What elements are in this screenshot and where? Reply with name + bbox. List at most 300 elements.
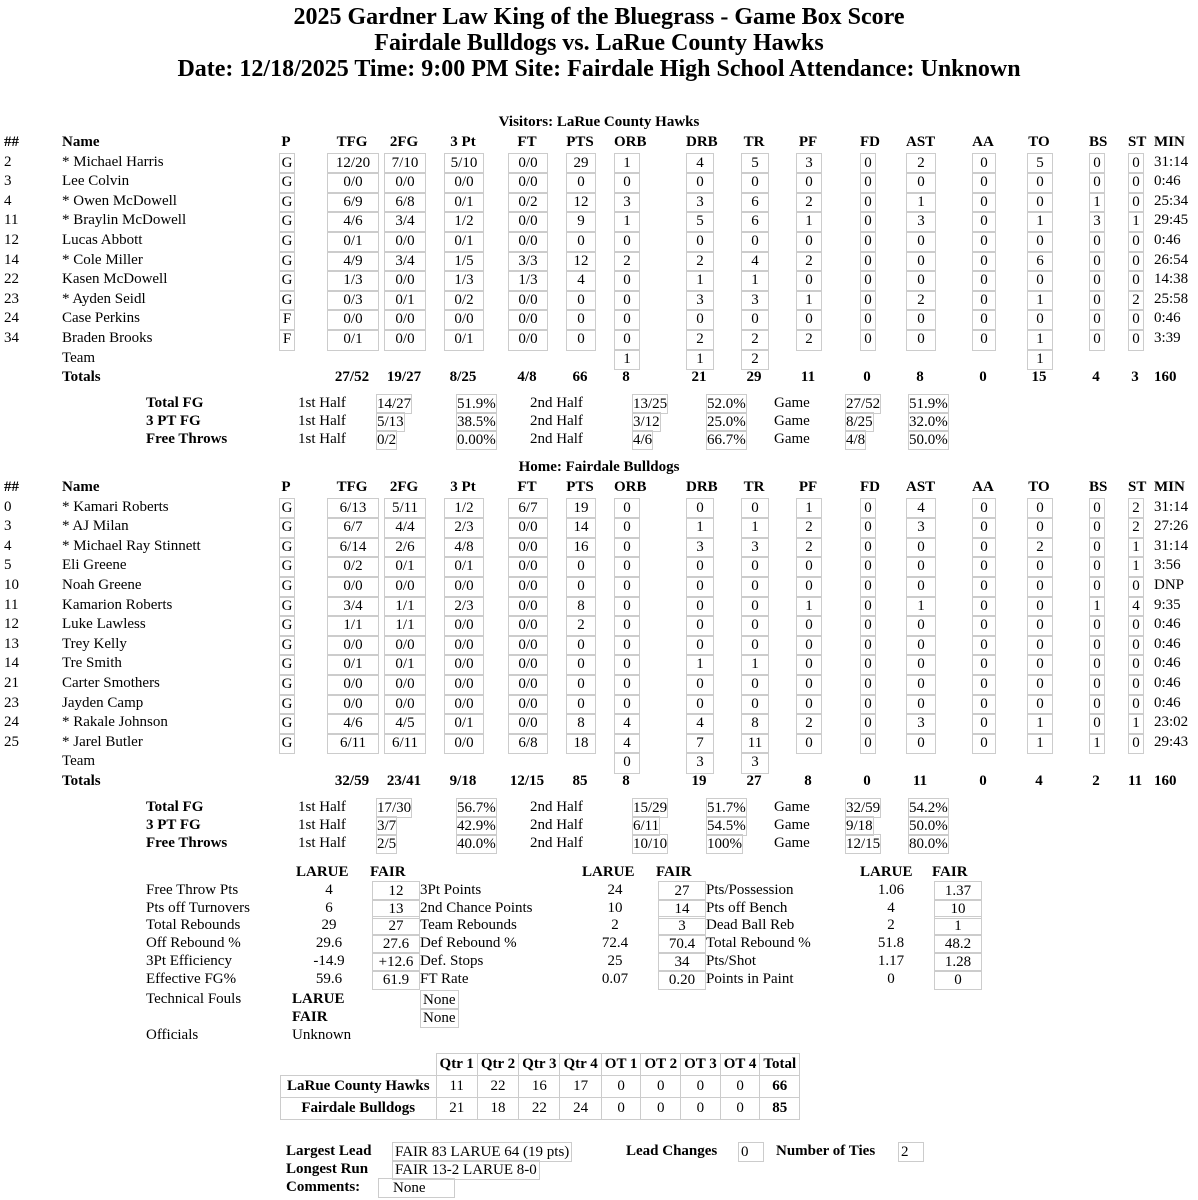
stat-drb: 5 xyxy=(686,211,714,233)
stat-name: * Kamari Roberts xyxy=(62,498,169,515)
stat-min: 0:46 xyxy=(1154,655,1181,672)
stat-2fg: 0/0 xyxy=(384,674,426,696)
stat-ast: 0 xyxy=(906,537,936,559)
stat-ft: 0/0 xyxy=(508,556,548,578)
stat-to: 1 xyxy=(1027,290,1053,312)
stat-ast: 1 xyxy=(906,596,936,618)
stat-st: 0 xyxy=(1128,654,1144,676)
team-stats-column-header: FAIR xyxy=(932,864,968,880)
stat-3pt: 1/3 xyxy=(444,270,484,292)
team-stat-value: 1.06 xyxy=(877,882,905,898)
split-value: 1st Half xyxy=(298,835,346,851)
stat-bs: BS xyxy=(1089,134,1108,150)
stat-bs: 0 xyxy=(1089,153,1105,175)
stat-pf: 1 xyxy=(796,211,822,233)
stat-drb: 0 xyxy=(686,615,714,637)
technical-team-a: LARUE xyxy=(292,991,345,1007)
stat-pf: 2 xyxy=(796,329,822,351)
stat-tr: 1 xyxy=(741,517,769,539)
quarter-score: 22 xyxy=(477,1076,518,1098)
quarter-header: OT 3 xyxy=(681,1054,721,1076)
stat-ast: AST xyxy=(906,479,936,495)
home-player-row xyxy=(0,694,1198,714)
stat-pf: 0 xyxy=(796,309,822,331)
stat-ast: 2 xyxy=(906,153,936,175)
stat-ft: 6/7 xyxy=(508,498,548,520)
team-stat-value: 1 xyxy=(934,916,982,936)
stat-tr: 0 xyxy=(741,498,769,520)
team-stat-value: 29.6 xyxy=(315,935,343,952)
stat-fd: 0 xyxy=(860,251,876,273)
split-value: 1st Half xyxy=(298,817,346,833)
stat-pf: 2 xyxy=(796,251,822,273)
stat-tfg: 4/6 xyxy=(327,211,379,233)
stat-pts: 2 xyxy=(566,615,596,637)
stat-drb: 7 xyxy=(686,733,714,755)
stat-ft: 0/0 xyxy=(508,153,548,175)
stat-ast: 0 xyxy=(906,635,936,657)
stat-tfg: 12/20 xyxy=(327,153,379,175)
stat-aa: 0 xyxy=(972,517,996,539)
quarter-score: 16 xyxy=(519,1076,560,1098)
stat-aa: 0 xyxy=(972,192,996,214)
stat-ft: 0/0 xyxy=(508,674,548,696)
stat-tfg: 6/11 xyxy=(327,733,379,755)
stat-aa: 0 xyxy=(972,615,996,637)
stat-orb: 0 xyxy=(614,537,640,559)
split-value: 0/2 xyxy=(377,432,397,448)
stat-pf: 2 xyxy=(796,537,822,559)
stat-st: 0 xyxy=(1128,153,1144,175)
stat-p: F xyxy=(279,329,295,351)
stat-ft: 0/0 xyxy=(508,309,548,331)
stat-name: Braden Brooks xyxy=(62,330,153,346)
stat-pf: 0 xyxy=(796,674,822,696)
stat-to: 0 xyxy=(1027,596,1053,618)
stat-tr: 6 xyxy=(741,211,769,233)
split-value: 52.0% xyxy=(707,396,746,412)
stat-to: 0 xyxy=(1027,635,1053,657)
stat-drb: 0 xyxy=(686,172,714,194)
stat-tfg: 32/59 xyxy=(334,773,370,789)
stat-min: DNP xyxy=(1154,577,1185,593)
stat-fd: 0 xyxy=(863,369,871,386)
split-value: Game xyxy=(774,395,810,411)
team-stat-value: 2 xyxy=(887,917,895,934)
stat-pts: 9 xyxy=(566,211,596,233)
visitors-player-row xyxy=(0,270,1198,290)
stat-tfg: 0/3 xyxy=(327,290,379,312)
stat-2fg: 0/0 xyxy=(384,329,426,351)
stat-pts: 0 xyxy=(566,694,596,716)
stat-name: * AJ Milan xyxy=(62,518,129,535)
team-stat-label: 2nd Chance Points xyxy=(420,899,533,916)
team-stat-label: Total Rebound % xyxy=(706,935,811,952)
player-number: 11 xyxy=(4,212,19,229)
split-value: 9/18 xyxy=(846,818,873,834)
stat-3pt: 0/0 xyxy=(444,172,484,194)
stat-pf: 2 xyxy=(796,713,822,735)
stat-pf: 0 xyxy=(796,231,822,253)
stat-pf: 0 xyxy=(796,270,822,292)
team-stat-label: Pts off Turnovers xyxy=(146,899,250,916)
home-column-headers xyxy=(0,478,1198,498)
stat-to: 2 xyxy=(1027,537,1053,559)
stat-bs: 4 xyxy=(1092,369,1100,386)
player-number: 4 xyxy=(4,192,12,209)
team-stat-value: 48.2 xyxy=(934,934,982,954)
stat-tfg: 0/0 xyxy=(327,674,379,696)
stat-to: 0 xyxy=(1027,270,1053,292)
stat-drb: 0 xyxy=(686,231,714,253)
stat-2fg: 4/4 xyxy=(384,517,426,539)
officials-label: Officials xyxy=(146,1027,199,1043)
stat-to: 0 xyxy=(1027,192,1053,214)
stat-tfg: TFG xyxy=(336,479,368,495)
home-player-row xyxy=(0,674,1198,694)
stat-tfg: 0/2 xyxy=(327,556,379,578)
stat-st: 0 xyxy=(1128,615,1144,637)
stat-name: * Michael Ray Stinnett xyxy=(62,537,201,554)
stat-st: 1 xyxy=(1128,211,1144,233)
stat-name: Jayden Camp xyxy=(62,694,144,711)
lead-changes-value: 0 xyxy=(738,1142,764,1162)
stat-tr: 3 xyxy=(741,752,769,774)
stat-name: Tre Smith xyxy=(62,655,122,672)
stat-fd: 0 xyxy=(860,694,876,716)
stat-2fg: 3/4 xyxy=(384,211,426,233)
quarter-score: 17 xyxy=(560,1076,601,1098)
stat-name: Name xyxy=(62,134,100,150)
stat-tr: 3 xyxy=(741,537,769,559)
split-value: 32/59 xyxy=(846,800,881,816)
split-value: 12/15 xyxy=(846,836,881,852)
player-number: 22 xyxy=(4,271,19,288)
stat-2fg: 5/11 xyxy=(384,498,426,520)
team-stat-label: Free Throw Pts xyxy=(146,882,239,898)
quarter-score: 0 xyxy=(681,1098,721,1120)
stat-pts: 0 xyxy=(566,674,596,696)
quarter-score: 0 xyxy=(641,1098,681,1120)
team-stat-label: 3Pt Efficiency xyxy=(146,952,232,969)
stat-orb: 0 xyxy=(614,615,640,637)
stat-pts: 12 xyxy=(566,251,596,273)
stat-st: 0 xyxy=(1128,674,1144,696)
stat-orb: 2 xyxy=(614,251,640,273)
stat-st: 0 xyxy=(1128,192,1144,214)
stat-min: 0:46 xyxy=(1154,635,1181,652)
stat-fd: 0 xyxy=(860,231,876,253)
quarter-header: OT 2 xyxy=(641,1054,681,1076)
stat-3pt: 0/1 xyxy=(444,329,484,351)
technical-team-b: FAIR xyxy=(292,1009,328,1025)
stat-pf: 2 xyxy=(796,517,822,539)
visitors-player-row xyxy=(0,329,1198,349)
stat-pf: 3 xyxy=(796,153,822,175)
stat-fd: 0 xyxy=(860,309,876,331)
stat-pf: 0 xyxy=(796,556,822,578)
stat-ft: FT xyxy=(517,134,537,150)
player-number: 5 xyxy=(4,557,12,574)
stat-min: 31:14 xyxy=(1154,498,1189,515)
stat-2fg: 2FG xyxy=(389,479,419,495)
stat-tfg: 0/0 xyxy=(327,172,379,194)
stat-ft: 0/0 xyxy=(508,576,548,598)
stat-name: * Ayden Seidl xyxy=(62,290,146,307)
stat-fd: 0 xyxy=(860,674,876,696)
stat-name: * Rakale Johnson xyxy=(62,714,168,731)
stat-min: 29:43 xyxy=(1154,733,1189,750)
quarter-team-name: LaRue County Hawks xyxy=(281,1076,437,1098)
split-value: 4/8 xyxy=(846,432,866,448)
stat-ft: 0/0 xyxy=(508,654,548,676)
team-stat-value: 0 xyxy=(887,970,895,987)
stat-tr: 0 xyxy=(741,556,769,578)
longest-run-value: FAIR 13-2 LARUE 8-0 xyxy=(392,1160,540,1180)
stat-fd: FD xyxy=(860,134,880,150)
stat-ast: 0 xyxy=(906,694,936,716)
team-stat-value: 25 xyxy=(607,952,623,969)
stat-bs: 0 xyxy=(1089,654,1105,676)
stat-2fg: 7/10 xyxy=(384,153,426,175)
stat-st: 0 xyxy=(1128,635,1144,657)
quarter-score: 85 xyxy=(760,1098,800,1120)
stat-to: 1 xyxy=(1027,211,1053,233)
comments-value: None xyxy=(378,1178,455,1198)
split-value: 0.00% xyxy=(457,432,496,448)
stat-p: G xyxy=(279,517,295,539)
player-number: 2 xyxy=(4,153,12,170)
stat-pf: PF xyxy=(798,479,818,495)
team-stat-value: 14 xyxy=(658,899,706,919)
stat-ft: 0/0 xyxy=(508,329,548,351)
stat-ast: 0 xyxy=(906,733,936,755)
stat-min: 3:56 xyxy=(1154,557,1181,574)
split-value: 2nd Half xyxy=(530,817,583,833)
split-value: 2nd Half xyxy=(530,835,583,851)
stat-bs: 0 xyxy=(1089,694,1105,716)
team-stat-label: Pts/Possession xyxy=(706,882,794,898)
stat-tfg: 6/14 xyxy=(327,537,379,559)
stat-orb: 0 xyxy=(614,556,640,578)
split-label: Total FG xyxy=(146,395,204,411)
split-value: 51.9% xyxy=(457,396,496,412)
visitors-player-row xyxy=(0,290,1198,310)
stat-drb: 0 xyxy=(686,596,714,618)
stat-bs: 1 xyxy=(1089,192,1105,214)
stat-3pt: 0/0 xyxy=(444,674,484,696)
stat-bs: 1 xyxy=(1089,596,1105,618)
stat-2fg: 0/0 xyxy=(384,576,426,598)
stat-3pt: 0/0 xyxy=(444,615,484,637)
stat-to: 15 xyxy=(1031,369,1047,386)
stat-pf: PF xyxy=(798,134,818,150)
stat-min: MIN xyxy=(1154,479,1185,495)
stat-to: TO xyxy=(1028,134,1050,150)
team-stat-label: Total Rebounds xyxy=(146,917,241,934)
player-number: 11 xyxy=(4,596,19,613)
team-stat-value: 61.9 xyxy=(372,970,420,990)
split-label: Total FG xyxy=(146,799,204,815)
quarter-scores-table xyxy=(280,1053,800,1120)
split-value: 54.2% xyxy=(909,800,948,816)
split-label: Free Throws xyxy=(146,835,228,851)
stat-orb: 0 xyxy=(614,172,640,194)
stat-aa: 0 xyxy=(972,576,996,598)
stat-tr: 0 xyxy=(741,576,769,598)
stat-min: 0:46 xyxy=(1154,675,1181,691)
visitors-team-row xyxy=(0,349,1198,369)
stat-drb: 1 xyxy=(686,270,714,292)
team-stat-value: 34 xyxy=(658,952,706,972)
stat-3pt: 9/18 xyxy=(449,773,477,789)
team-stat-value: 6 xyxy=(325,899,333,916)
stat-orb: 0 xyxy=(614,576,640,598)
split-value: 42.9% xyxy=(457,818,496,834)
stat-pf: 11 xyxy=(800,369,816,386)
stat-tfg: 1/3 xyxy=(327,270,379,292)
stat-ft: 0/0 xyxy=(508,211,548,233)
visitors-totals-row xyxy=(0,368,1198,388)
longest-run-label: Longest Run xyxy=(286,1161,369,1177)
stat-bs: 0 xyxy=(1089,615,1105,637)
stat-to: 1 xyxy=(1027,329,1053,351)
quarter-header-row xyxy=(281,1054,800,1076)
stat-3pt: 0/0 xyxy=(444,309,484,331)
stat-to: TO xyxy=(1028,479,1050,495)
stat-to: 1 xyxy=(1027,349,1053,371)
stat-tfg: 0/0 xyxy=(327,635,379,657)
stat-p: P xyxy=(281,479,291,495)
team-stats-column-header: LARUE xyxy=(296,864,349,880)
split-value: Game xyxy=(774,413,810,429)
stat-st: 0 xyxy=(1128,309,1144,331)
stat-p: P xyxy=(281,134,291,150)
stat-ast: 0 xyxy=(906,654,936,676)
stat-pts: 0 xyxy=(566,576,596,598)
stat-name: Team xyxy=(62,349,96,366)
stat-orb: 8 xyxy=(622,773,630,789)
stat-name: Totals xyxy=(62,369,101,386)
stat-to: 0 xyxy=(1027,556,1053,578)
stat-3pt: 0/0 xyxy=(444,694,484,716)
stat-min: 9:35 xyxy=(1154,596,1181,613)
stat-to: 0 xyxy=(1027,517,1053,539)
player-number: 3 xyxy=(4,518,12,535)
player-number: 21 xyxy=(4,675,19,691)
stat-orb: 0 xyxy=(614,674,640,696)
player-number: ## xyxy=(4,134,19,150)
stat-3pt: 2/3 xyxy=(444,596,484,618)
stat-p: G xyxy=(279,713,295,735)
stat-3pt: 0/0 xyxy=(444,635,484,657)
stat-name: Totals xyxy=(62,773,101,789)
home-player-row xyxy=(0,596,1198,616)
stat-min: 0:46 xyxy=(1154,232,1181,248)
home-player-row xyxy=(0,654,1198,674)
quarter-header: Qtr 1 xyxy=(436,1054,477,1076)
largest-lead-value: FAIR 83 LARUE 64 (19 pts) xyxy=(392,1142,572,1162)
stat-drb: 3 xyxy=(686,290,714,312)
stat-pts: 0 xyxy=(566,654,596,676)
stat-min: 31:14 xyxy=(1154,537,1189,554)
player-number: 14 xyxy=(4,655,19,672)
split-value: 1st Half xyxy=(298,395,346,411)
split-value: Game xyxy=(774,817,810,833)
stat-aa: 0 xyxy=(972,290,996,312)
home-header: Home: Fairdale Bulldogs xyxy=(518,459,680,475)
team-stat-value: 0 xyxy=(934,970,982,990)
stat-pf: 0 xyxy=(796,615,822,637)
stat-2fg: 6/8 xyxy=(384,192,426,214)
quarter-score: 0 xyxy=(720,1076,760,1098)
stat-tfg: 1/1 xyxy=(327,615,379,637)
team-stat-label: Pts/Shot xyxy=(706,952,757,969)
stat-to: 1 xyxy=(1027,733,1053,755)
stat-pts: 0 xyxy=(566,329,596,351)
stat-ast: 0 xyxy=(906,251,936,273)
quarter-score: 18 xyxy=(477,1098,518,1120)
stat-pf: 0 xyxy=(796,733,822,755)
quarter-score: 0 xyxy=(720,1098,760,1120)
stat-p: G xyxy=(279,674,295,696)
stat-ast: 4 xyxy=(906,498,936,520)
stat-aa: 0 xyxy=(972,172,996,194)
stat-p: F xyxy=(279,309,295,331)
stat-ast: 1 xyxy=(906,192,936,214)
stat-ast: 0 xyxy=(906,172,936,194)
stat-min: 26:54 xyxy=(1154,251,1189,268)
stat-ast: 3 xyxy=(906,211,936,233)
stat-min: 0:46 xyxy=(1154,310,1181,327)
split-value: 13/25 xyxy=(633,396,668,412)
stat-ast: 0 xyxy=(906,674,936,696)
stat-min: 25:34 xyxy=(1154,192,1189,209)
quarter-team-name: Fairdale Bulldogs xyxy=(281,1098,437,1120)
team-stat-value: 2 xyxy=(611,917,619,934)
stat-drb: 1 xyxy=(686,654,714,676)
stat-name: Kamarion Roberts xyxy=(62,596,173,613)
split-value: 1st Half xyxy=(298,431,346,447)
stat-tr: TR xyxy=(743,134,765,150)
stat-p: G xyxy=(279,635,295,657)
stat-bs: 3 xyxy=(1089,211,1105,233)
stat-bs: 0 xyxy=(1089,556,1105,578)
stat-name: * Jarel Butler xyxy=(62,733,143,750)
split-value: 4/6 xyxy=(633,432,653,448)
stat-ast: 2 xyxy=(906,290,936,312)
stat-ft: 0/0 xyxy=(508,537,548,559)
stat-to: 1 xyxy=(1027,713,1053,735)
player-number: 34 xyxy=(4,330,19,346)
stat-tr: 0 xyxy=(741,172,769,194)
stat-drb: DRB xyxy=(686,134,718,150)
stat-drb: 4 xyxy=(686,153,714,175)
stat-drb: 3 xyxy=(686,192,714,214)
stat-name: Noah Greene xyxy=(62,577,142,593)
stat-orb: 0 xyxy=(614,309,640,331)
stat-fd: 0 xyxy=(860,615,876,637)
stat-bs: 0 xyxy=(1089,517,1105,539)
stat-tr: 3 xyxy=(741,290,769,312)
stat-ft: 12/15 xyxy=(509,773,545,789)
stat-p: G xyxy=(279,211,295,233)
stat-3pt: 4/8 xyxy=(444,537,484,559)
stat-pf: 2 xyxy=(796,192,822,214)
team-stat-label: Def. Stops xyxy=(420,952,484,969)
team-stat-value: +12.6 xyxy=(372,952,420,972)
home-split-row xyxy=(0,834,1198,852)
